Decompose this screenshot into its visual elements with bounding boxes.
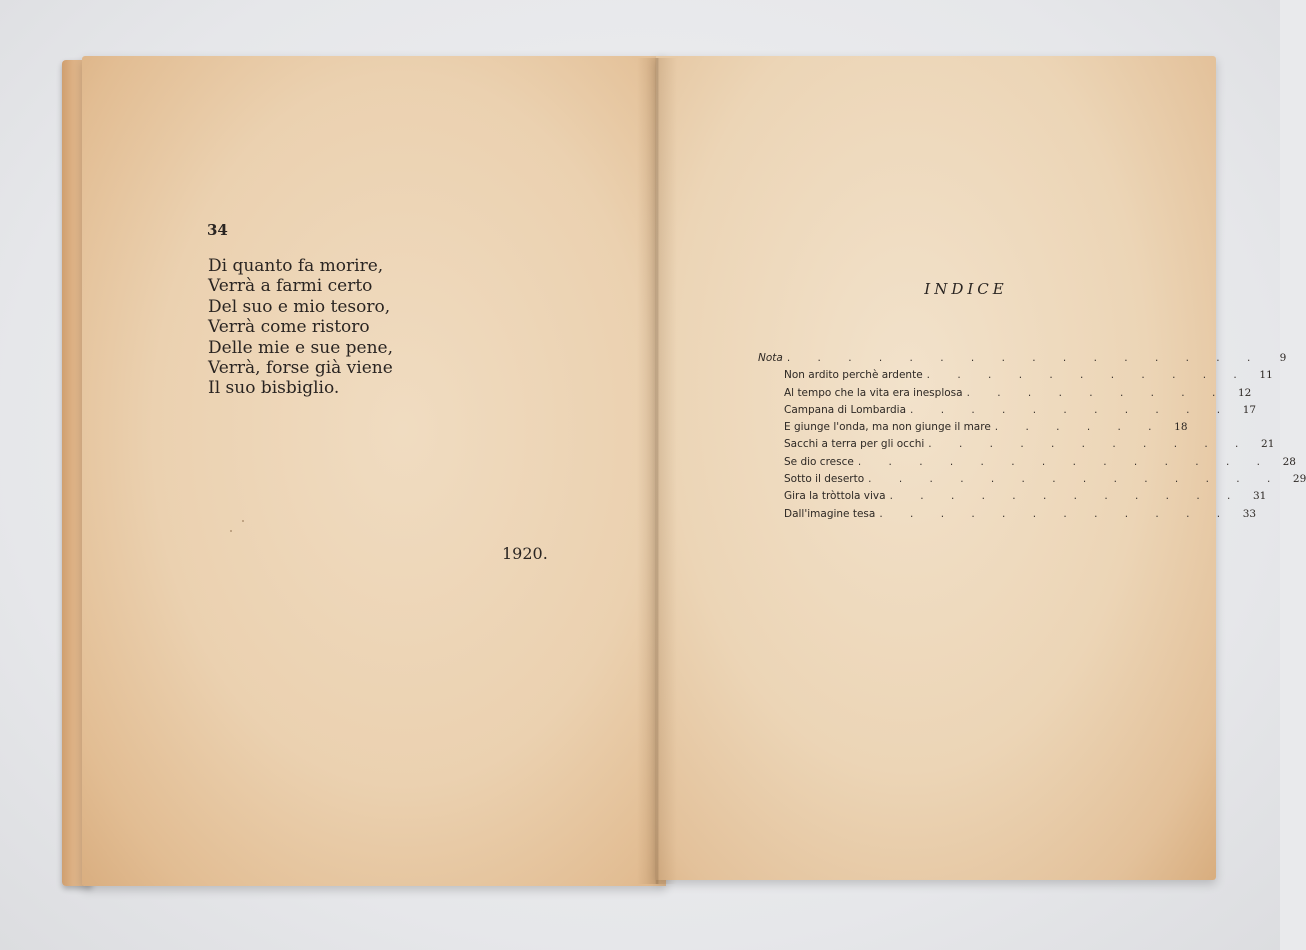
toc-entry [758, 471, 1306, 488]
toc-leader-dots: . . . . . . . . . . . [928, 438, 1251, 451]
index-title: INDICE [924, 280, 1008, 298]
poem-line: Delle mie e sue pene, [208, 337, 394, 358]
toc-leader-dots: . . . . . . . . . . . . [879, 507, 1233, 520]
toc-entry [758, 367, 1273, 384]
table-of-contents [758, 350, 1306, 523]
toc-entry-page: 17 [1242, 403, 1257, 416]
poem-line: Del suo e mio tesoro, [208, 296, 391, 317]
toc-entry-page: 29 [1292, 473, 1306, 486]
poem-line: Verrà come ristoro [208, 317, 370, 338]
toc-entry-title: Dall'imagine tesa [784, 507, 876, 520]
toc-leader-dots: . . . . . . . . . . . . . . [857, 455, 1272, 468]
toc-entry [758, 506, 1257, 523]
toc-entry-page: 31 [1253, 490, 1267, 503]
toc-entry-title: Nota [758, 352, 783, 364]
toc-leader-dots: . . . . . . [994, 421, 1164, 434]
toc-leader-dots: . . . . . . . . . . . . . . . . [786, 352, 1263, 364]
left-page [82, 56, 666, 886]
toc-entry [758, 454, 1296, 471]
toc-entry-title: Non ardito perchè ardente [784, 369, 923, 382]
toc-entry-title: Al tempo che la vita era inesplosa [784, 386, 963, 399]
toc-entry [758, 350, 1287, 367]
page-number: 34 [207, 221, 228, 239]
poem-date: 1920. [502, 544, 548, 563]
toc-entry-title: Campana di Lombardia [784, 403, 907, 416]
toc-entry-title: Gira la tròttola viva [784, 490, 886, 503]
toc-entry-page: 33 [1242, 507, 1257, 520]
toc-entry [758, 436, 1275, 453]
toc-leader-dots: . . . . . . . . . . . . . . [868, 473, 1283, 486]
toc-entry [758, 488, 1267, 505]
toc-entry-title: E giunge l'onda, ma non giunge il mare [784, 421, 991, 434]
toc-leader-dots: . . . . . . . . . . . . [889, 490, 1243, 503]
toc-entry-title: Sotto il deserto [784, 473, 865, 486]
toc-entry-page: 12 [1237, 386, 1252, 399]
right-page [656, 56, 1306, 880]
poem-line: Verrà a farmi certo [208, 276, 373, 297]
poem-line: Il suo bisbiglio. [208, 378, 340, 399]
poem-stanza [208, 256, 393, 399]
poem-line: Verrà, forse già viene [208, 358, 393, 379]
poem-line: Di quanto fa morire, [208, 256, 384, 276]
toc-entry-title: Se dio cresce [784, 455, 854, 468]
toc-entry-page: 11 [1259, 369, 1273, 382]
toc-entry-title: Sacchi a terra per gli occhi [784, 438, 925, 451]
toc-leader-dots: . . . . . . . . . . . [910, 403, 1233, 416]
toc-entry-page: 21 [1261, 438, 1275, 451]
toc-entry-page: 9 [1279, 352, 1287, 364]
toc-entry [758, 402, 1257, 419]
toc-entry-page: 28 [1282, 455, 1296, 468]
toc-entry [758, 419, 1188, 436]
open-book [62, 52, 1306, 888]
toc-leader-dots: . . . . . . . . . [966, 386, 1228, 399]
paper-speck [230, 530, 232, 532]
toc-entry [758, 385, 1252, 402]
toc-leader-dots: . . . . . . . . . . . [926, 369, 1249, 382]
toc-entry-page: 18 [1174, 421, 1188, 434]
paper-speck [242, 520, 244, 522]
